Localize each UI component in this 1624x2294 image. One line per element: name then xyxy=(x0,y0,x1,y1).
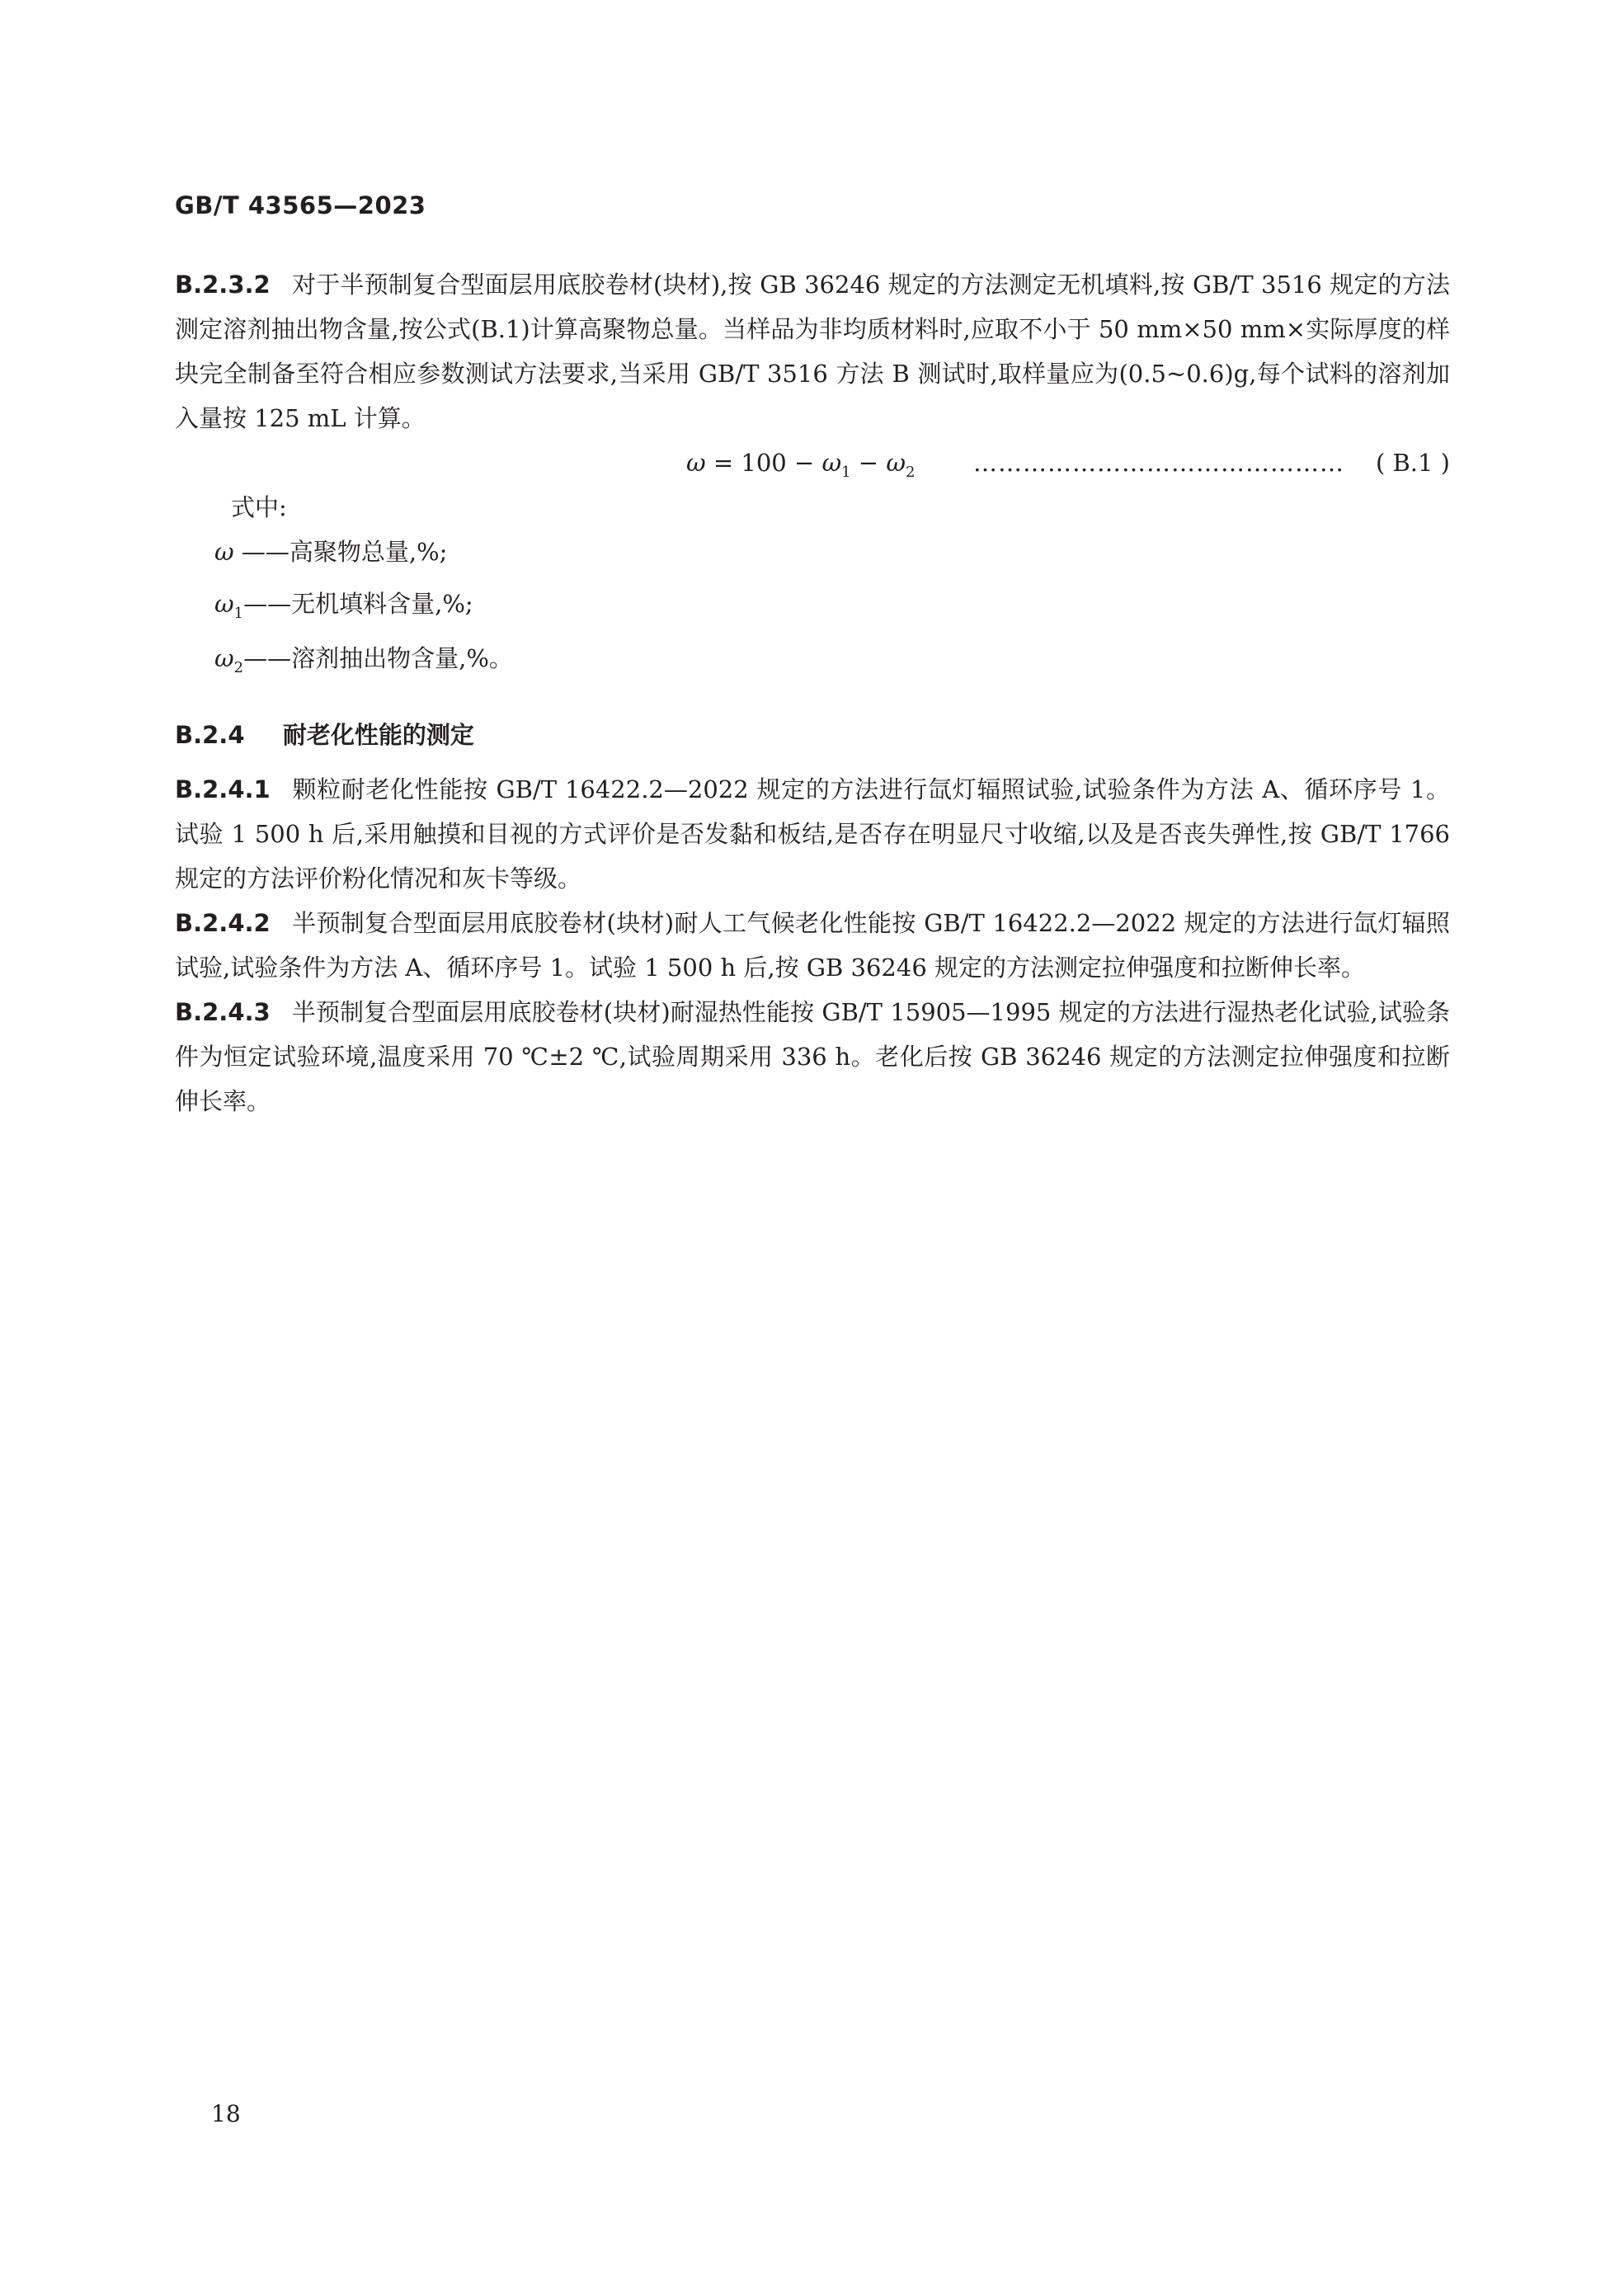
clause-number: B.2.4.1 xyxy=(175,775,271,804)
clause-number: B.2.4.3 xyxy=(175,998,271,1027)
where-item xyxy=(175,530,1450,582)
formula-subscript: 1 xyxy=(841,463,851,481)
clause-number: B.2.3.2 xyxy=(175,271,271,299)
section-number: B.2.4 xyxy=(175,721,245,750)
formula-symbol-omega: ω xyxy=(686,449,706,477)
where-description: ——溶剂抽出物含量,%。 xyxy=(243,643,513,672)
clause-text: 对于半预制复合型面层用底胶卷材(块材),按 GB 36246 规定的方法测定无机填料,按 GB/T 3516 规定的方法测定溶剂抽出物含量,按公式(B.1)计算高聚物总量。当样品为非均质材料时,应取不小于 50 mm×50 mm×实际厚度的样块完全制备至符合相应参数测试方法要求,当采用 GB/T 3516 方法 B 测试时,取样量应为(0.5~0.6)g,每个试料的溶剂加入量按 125 mL 计算。 xyxy=(175,271,1450,432)
where-description: ——无机填料含量,%; xyxy=(243,589,473,618)
clause-b-2-4-1 xyxy=(175,767,1450,901)
where-symbol: ω xyxy=(214,538,234,566)
section-heading-b-2-4 xyxy=(175,713,1450,757)
formula-operator: = 100 − xyxy=(705,449,822,477)
page-content xyxy=(175,262,1450,1123)
where-item xyxy=(175,636,1450,690)
where-subscript: 1 xyxy=(233,604,244,622)
page-number: 18 xyxy=(211,2100,241,2127)
where-item xyxy=(175,582,1450,636)
clause-b-2-4-3 xyxy=(175,990,1450,1123)
formula-b-1 xyxy=(175,440,1450,485)
where-subscript: 2 xyxy=(233,658,244,676)
formula-symbol-omega2: ω xyxy=(886,449,906,477)
formula-symbol-omega1: ω xyxy=(821,449,842,477)
where-symbol: ω xyxy=(214,589,234,618)
section-title: 耐老化性能的测定 xyxy=(282,721,474,750)
formula-leader-dots: ……………………………………… xyxy=(973,449,1344,477)
clause-text: 颗粒耐老化性能按 GB/T 16422.2—2022 规定的方法进行氙灯辐照试验,试验条件为方法 A、循环序号 1。试验 1 500 h 后,采用触摸和目视的方式评价是否发黏和板结,是否存在明显尺寸收缩,以及是否丧失弹性,按 GB/T 1766 规定的方法评价粉化情况和灰卡等级。 xyxy=(175,775,1450,893)
where-symbol: ω xyxy=(214,643,234,672)
clause-b-2-3-2 xyxy=(175,262,1450,440)
clause-text: 半预制复合型面层用底胶卷材(块材)耐湿热性能按 GB/T 15905—1995 规定的方法进行湿热老化试验,试验条件为恒定试验环境,温度采用 70 ℃±2 ℃,试验周期采用 336 h。老化后按 GB 36246 规定的方法测定拉伸强度和拉断伸长率。 xyxy=(175,998,1450,1116)
clause-number: B.2.4.2 xyxy=(175,909,271,938)
document-code: GB/T 43565—2023 xyxy=(175,191,426,219)
formula-expression xyxy=(686,440,915,495)
where-heading: 式中: xyxy=(231,493,287,521)
clause-text: 半预制复合型面层用底胶卷材(块材)耐人工气候老化性能按 GB/T 16422.2—2022 规定的方法进行氙灯辐照试验,试验条件为方法 A、循环序号 1。试验 1 500 h 后,按 GB 36246 规定的方法测定拉伸强度和拉断伸长率。 xyxy=(175,909,1450,982)
formula-number: ( B.1 ) xyxy=(1375,449,1450,477)
where-description: ——高聚物总量,%; xyxy=(233,538,448,566)
clause-b-2-4-2 xyxy=(175,901,1450,990)
formula-operator: − xyxy=(850,449,887,477)
formula-subscript: 2 xyxy=(906,463,916,481)
